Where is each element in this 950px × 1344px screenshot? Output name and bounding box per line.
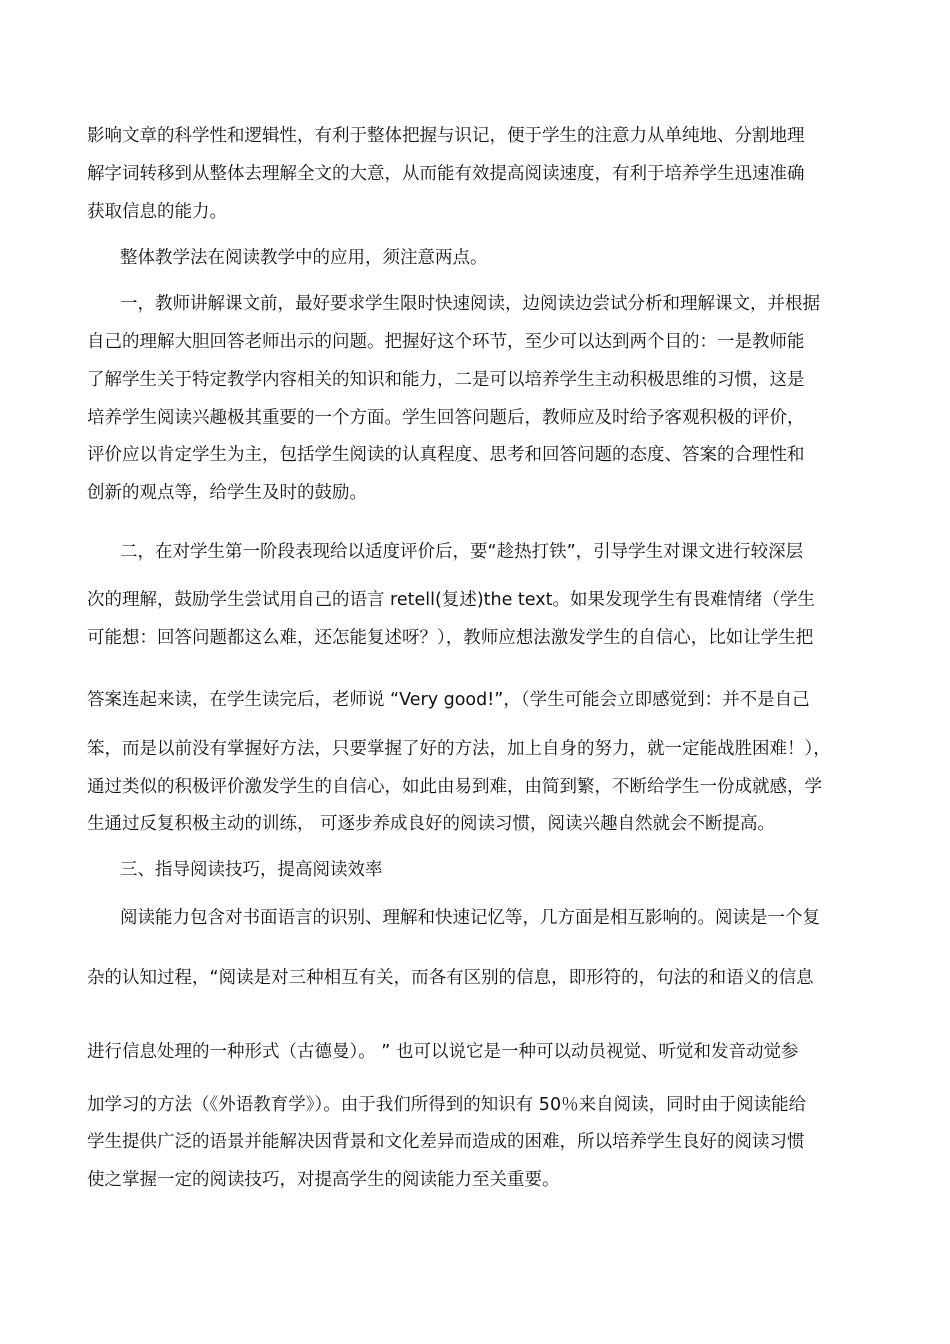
text-line: 二，在对学生第一阶段表现给以适度评价后，要“趁热打铁”，引导学生对课文进行较深层	[120, 542, 804, 562]
text-line: 答案连起来读，在学生读完后，老师说 “Very good!”，（学生可能会立即感觉到：并不是自己	[87, 690, 810, 710]
text-line: 一，教师讲解课文前，最好要求学生限时快速阅读，边阅读边尝试分析和理解课文，并根据	[120, 294, 820, 314]
text-line: 次的理解，鼓励学生尝试用自己的语言 retell(复述)the text。如果发现学生有畏难情绪（学生	[87, 590, 815, 610]
text-line: 加学习的方法（《外语教育学》）。由于我们所得到的知识有 50％来自阅读，同时由于阅读能给	[87, 1095, 807, 1115]
section-heading: 三、指导阅读技巧，提高阅读效率	[120, 860, 383, 880]
text-line: 解字词转移到从整体去理解全文的大意，从而能有效提高阅读速度，有利于培养学生迅速准确	[87, 164, 805, 184]
text-line: 影响文章的科学性和逻辑性，有利于整体把握与识记，便于学生的注意力从单纯地、分割地理	[87, 126, 805, 146]
text-line: 创新的观点等，给学生及时的鼓励。	[87, 483, 367, 503]
text-line: 笨，而是以前没有掌握好方法，只要掌握了好的方法，加上自身的努力，就一定能战胜困难！），	[87, 739, 831, 759]
text-line: 评价应以肯定学生为主，包括学生阅读的认真程度、思考和回答问题的态度、答案的合理性和	[87, 445, 805, 465]
text-line: 通过类似的积极评价激发学生的自信心，如此由易到难，由简到繁，不断给学生一份成就感，学	[87, 777, 822, 797]
text-line: 培养学生阅读兴趣极其重要的一个方面。学生回答问题后，教师应及时给予客观积极的评价，	[87, 408, 805, 428]
text-line: 阅读能力包含对书面语言的识别、理解和快速记忆等，几方面是相互影响的。阅读是一个复	[120, 908, 820, 928]
text-line: 自己的理解大胆回答老师出示的问题。把握好这个环节，至少可以达到两个目的：一是教师能	[87, 332, 805, 352]
text-line: 获取信息的能力。	[87, 202, 227, 222]
text-line: 学生提供广泛的语景并能解决因背景和文化差异而造成的困难，所以培养学生良好的阅读习惯	[87, 1132, 805, 1152]
text-line: 使之掌握一定的阅读技巧，对提高学生的阅读能力至关重要。	[87, 1170, 560, 1190]
text-line: 可能想：回答问题都这么难，还怎能复述呀？），教师应想法激发学生的自信心，比如让学生把	[87, 628, 814, 648]
paragraph-heading: 整体教学法在阅读教学中的应用，须注意两点。	[120, 248, 488, 268]
text-line: 杂的认知过程，“阅读是对三种相互有关，而各有区别的信息，即形符的，句法的和语义的信息	[87, 968, 814, 988]
text-line: 生通过反复积极主动的训练， 可逐步养成良好的阅读习惯，阅读兴趣自然就会不断提高。	[87, 814, 776, 834]
text-line: 进行信息处理的一种形式（古德曼）。 ” 也可以说它是一种可以动员视觉、听觉和发音动觉参	[87, 1042, 799, 1062]
text-line: 了解学生关于特定教学内容相关的知识和能力，二是可以培养学生主动积极思维的习惯，这是	[87, 370, 805, 390]
